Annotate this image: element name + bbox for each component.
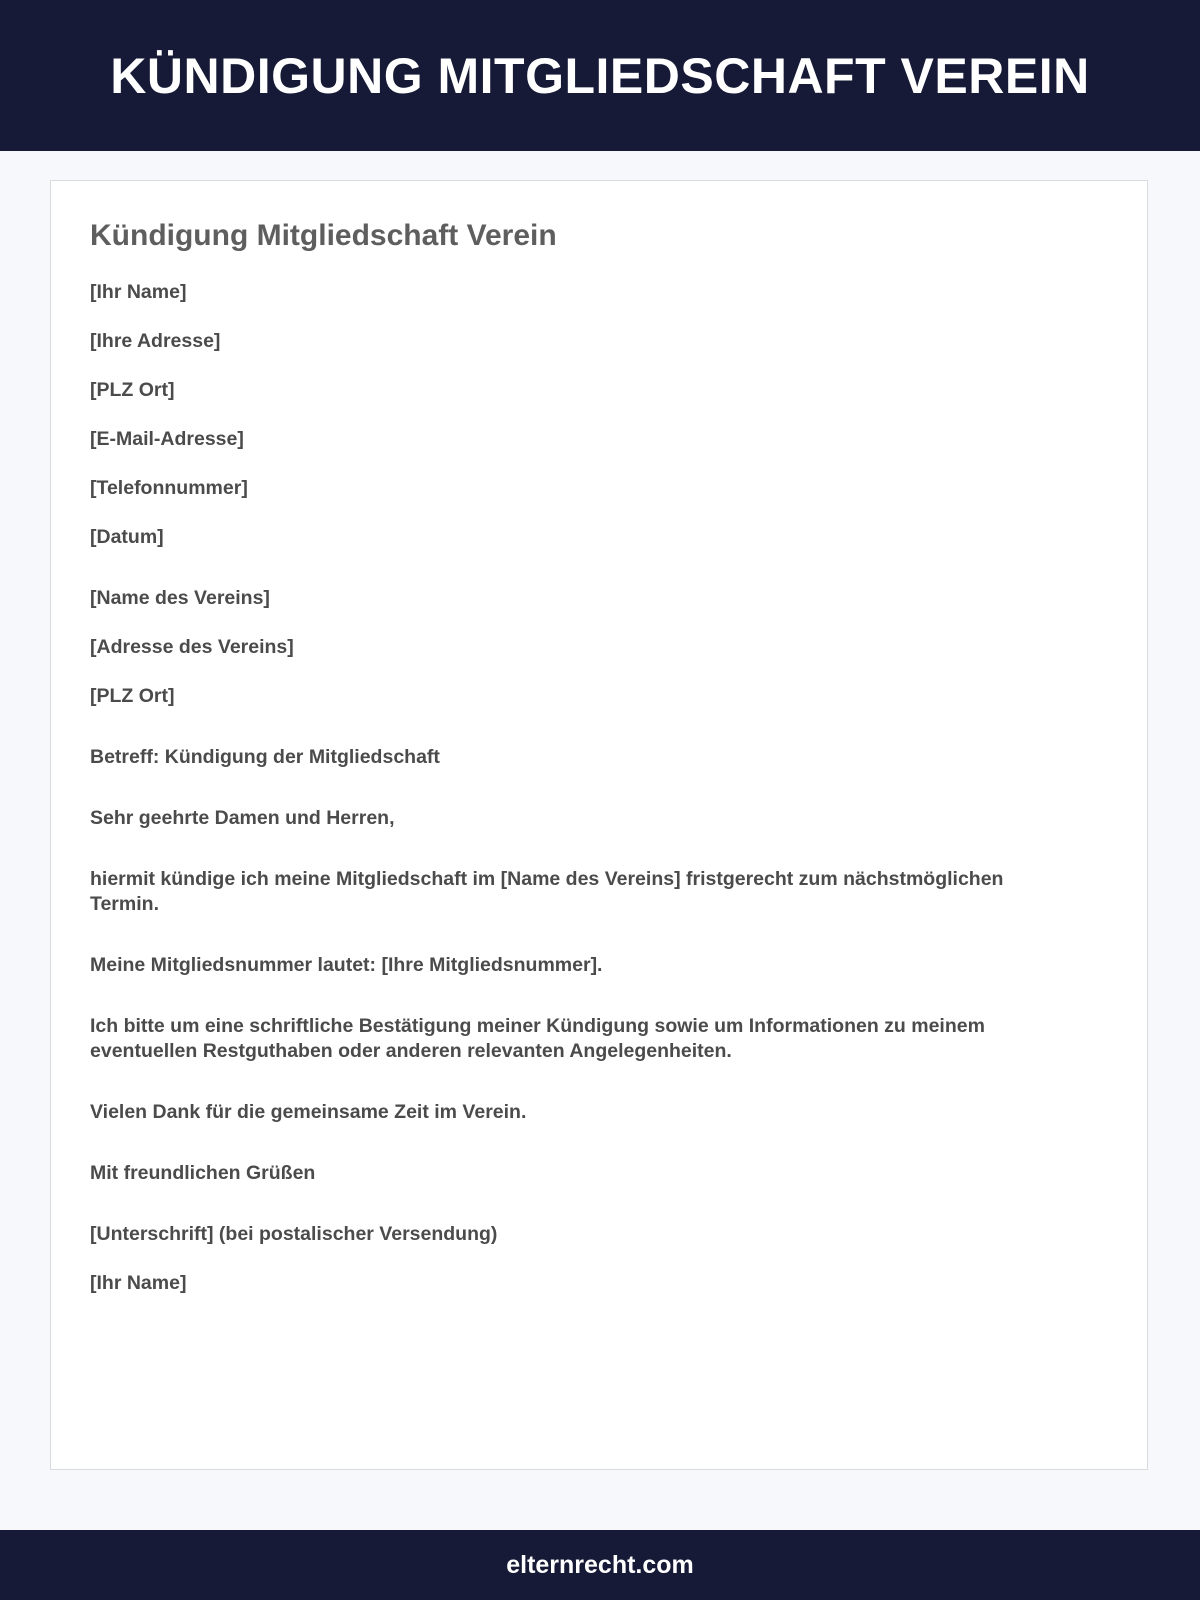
page-header xyxy=(0,0,1200,151)
document-title: Kündigung Mitgliedschaft Verein xyxy=(90,219,557,252)
body-paragraph: Meine Mitgliedsnummer lautet: [Ihre Mitgliedsnummer]. xyxy=(90,954,603,976)
body-paragraph: Ich bitte um eine schriftliche Bestätigung meiner Kündigung sowie um Informationen zu meinem eventuellen Restguthaben oder anderen relevanten Angelegenheiten. xyxy=(90,1015,985,1062)
signature-line: [Unterschrift] (bei postalischer Versendung) xyxy=(90,1223,498,1245)
body-paragraph: hiermit kündige ich meine Mitgliedschaft im [Name des Vereins] fristgerecht zum nächstmöglichen Termin. xyxy=(90,868,1004,915)
recipient-name: [Name des Vereins] xyxy=(90,587,270,609)
header-title: KÜNDIGUNG MITGLIEDSCHAFT VEREIN xyxy=(110,47,1090,104)
sender-address: [Ihre Adresse] xyxy=(90,330,221,352)
sender-city: [PLZ Ort] xyxy=(90,379,175,401)
sender-phone: [Telefonnummer] xyxy=(90,477,248,499)
body-paragraph: Vielen Dank für die gemeinsame Zeit im Verein. xyxy=(90,1101,527,1123)
letter-closing: Mit freundlichen Grüßen xyxy=(90,1162,316,1184)
sender-email: [E-Mail-Adresse] xyxy=(90,428,244,450)
letter-subject: Betreff: Kündigung der Mitgliedschaft xyxy=(90,746,440,768)
sender-name: [Ihr Name] xyxy=(90,281,187,303)
recipient-address: [Adresse des Vereins] xyxy=(90,636,294,658)
letter-salutation: Sehr geehrte Damen und Herren, xyxy=(90,807,395,829)
page-footer xyxy=(0,1530,1200,1600)
letter-date: [Datum] xyxy=(90,526,164,548)
recipient-city: [PLZ Ort] xyxy=(90,685,175,707)
signature-name: [Ihr Name] xyxy=(90,1272,187,1294)
footer-site-name: elternrecht.com xyxy=(506,1550,694,1579)
